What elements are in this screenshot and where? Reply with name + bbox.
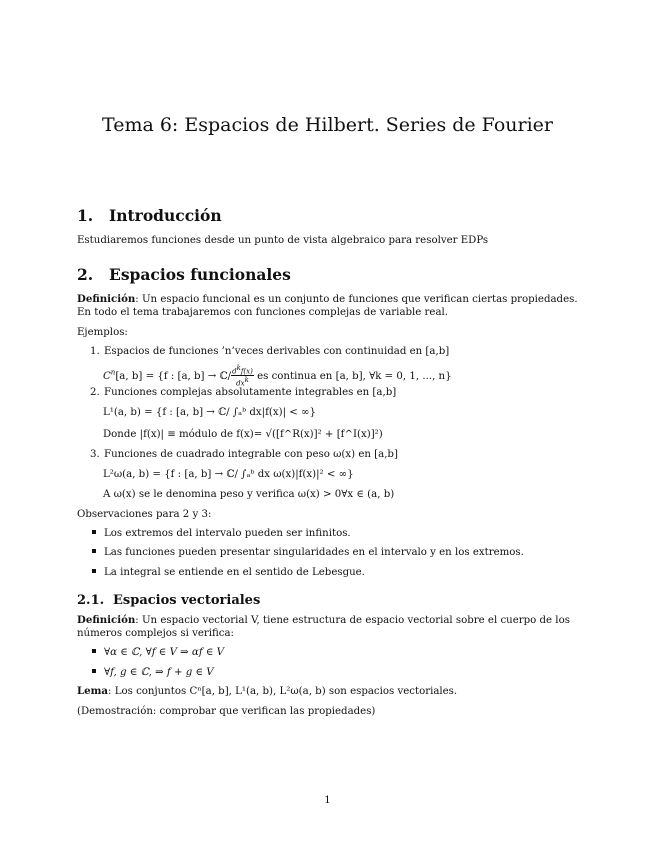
bullet-icon <box>92 569 96 573</box>
formula-cn: $C^n[a$, b] = {f : [a, b] → ℂ/ $\frac{d^kf(x)}{dx^k}$ es continua en [a, b], ∀k = 0, 1, ..., n} <box>103 364 452 388</box>
observation-text: La integral se entiende en el sentido de Lebesgue. <box>104 567 365 578</box>
bullet-icon <box>92 530 96 534</box>
item-text: Espacios de funciones ’n’veces derivables con continuidad en [a,b] <box>104 346 450 357</box>
fraction-denominator: dx <box>236 379 245 388</box>
bullet-icon <box>92 549 96 553</box>
observations-label: Observaciones para 2 y 3: <box>77 509 212 520</box>
definition-text: : Un espacio vectorial V, tiene estructura de espacio vectorial sobre el cuerpo de los números complejos si verifica: <box>77 615 570 639</box>
section-title: Espacios funcionales <box>109 265 291 284</box>
definition-paragraph <box>77 293 582 319</box>
formula-part: es continua en [a, b], ∀k = 0, 1, ..., n} <box>257 370 452 382</box>
observation-text: Los extremos del intervalo pueden ser infinitos. <box>104 528 351 539</box>
subsection-number: 2.1. <box>77 593 105 608</box>
definition-text: : Un espacio funcional es un conjunto de funciones que verifican ciertas propiedades. En todo el tema trabajaremos con funciones complejas de variable real. <box>77 294 578 318</box>
intro-paragraph: Estudiaremos funciones desde un punto de vista algebraico para resolver EDPs <box>77 235 489 246</box>
property-text: ∀α ∈ ℂ, ∀f ∈ V ⇒ αf ∈ V <box>104 647 224 658</box>
observation-item <box>92 527 351 540</box>
examples-label: Ejemplos: <box>77 327 128 338</box>
section-heading-introduccion <box>77 206 222 225</box>
lemma-text: : Los conjuntos Cⁿ[a, b], L¹(a, b), L²ω(a, b) son espacios vectoriales. <box>108 686 458 697</box>
item-text: Funciones complejas absolutamente integrables en [a,b] <box>104 387 397 398</box>
observation-item <box>92 546 524 559</box>
page-number: 1 <box>324 795 331 806</box>
item-number: 3. <box>90 449 100 460</box>
observation-item <box>92 566 365 579</box>
item-number: 1. <box>90 346 100 357</box>
item-number: 2. <box>90 387 100 398</box>
formula-weight-note: A ω(x) se le denomina peso y verifica ω(x) > 0∀x ∈ (a, b) <box>103 489 395 500</box>
subsection-heading-espacios-vectoriales <box>77 593 260 608</box>
bullet-icon <box>92 669 96 673</box>
lemma-label: Lema <box>77 685 109 697</box>
definition-label: Definición <box>77 293 136 305</box>
property-item <box>92 666 214 679</box>
section-number: 2. <box>77 265 94 284</box>
section-title: Introducción <box>109 206 222 225</box>
item-text: Funciones de cuadrado integrable con peso ω(x) en [a,b] <box>104 449 398 460</box>
formula-l1: L¹(a, b) = {f : [a, b] → ℂ/ ∫ₐᵇ dx|f(x)| < ∞} <box>103 407 316 418</box>
bullet-icon <box>92 649 96 653</box>
lemma-paragraph <box>77 685 582 698</box>
definition-label: Definición <box>77 614 136 626</box>
fraction-numerator-func: f(x) <box>240 367 253 376</box>
example-item <box>90 345 580 358</box>
formula-l2: L²ω(a, b) = {f : [a, b] → ℂ/ ∫ₐᵇ dx ω(x)|f(x)|² < ∞} <box>103 469 354 480</box>
demonstration-note: (Demostración: comprobar que verifican las propiedades) <box>77 706 376 717</box>
definition-paragraph <box>77 614 582 640</box>
formula-symbol: C <box>103 370 111 382</box>
observation-text: Las funciones pueden presentar singularidades en el intervalo y en los extremos. <box>104 547 524 558</box>
derivative-fraction: $\frac{d^kf(x)}{dx^k}$ <box>232 364 253 388</box>
property-text: ∀f, g ∈ ℂ, ⇒ f + g ∈ V <box>104 667 214 678</box>
example-item <box>90 386 580 399</box>
example-item <box>90 448 580 461</box>
formula-part: [a, b] = {f : [a, b] → ℂ/ <box>115 370 232 382</box>
page-title: Tema 6: Espacios de Hilbert. Series de Fourier <box>102 114 553 136</box>
subsection-title: Espacios vectoriales <box>113 593 261 608</box>
property-item <box>92 646 224 659</box>
fraction-numerator: d <box>232 367 237 376</box>
section-heading-espacios-funcionales <box>77 265 291 284</box>
section-number: 1. <box>77 206 94 225</box>
formula-modulus-note: Donde |f(x)| ≡ módulo de f(x)= √([f^R(x)]² + [f^I(x)]²) <box>103 429 383 440</box>
